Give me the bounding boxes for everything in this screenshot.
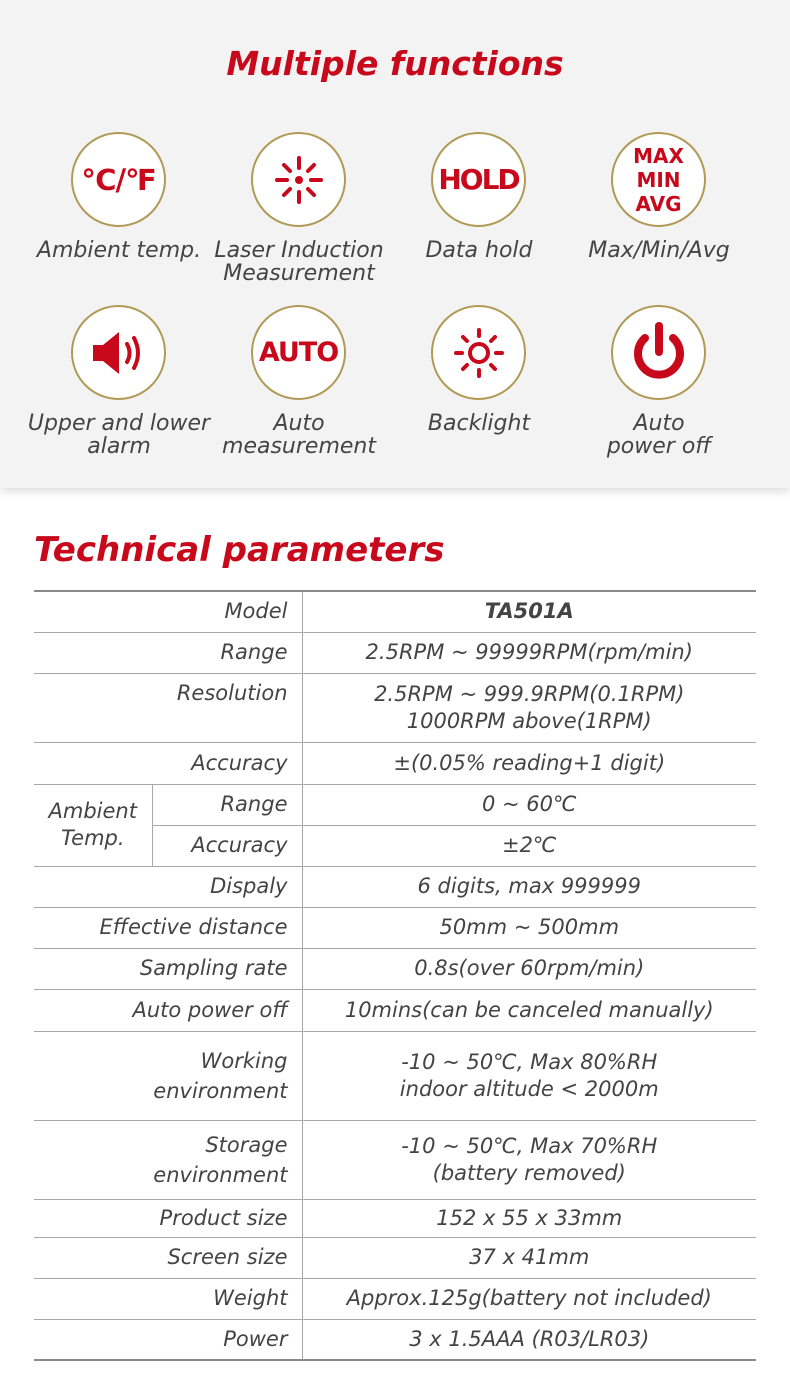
table-row (34, 907, 756, 948)
param-value: -10 ~ 50℃, Max 70%RH (battery removed) (302, 1120, 756, 1199)
feature-data-hold (384, 132, 574, 292)
param-value: 2.5RPM ~ 99999RPM(rpm/min) (302, 632, 756, 673)
table-row (34, 673, 756, 742)
feature-ambient-temp (24, 132, 214, 292)
param-value: 0 ~ 60℃ (302, 784, 756, 825)
param-value: TA501A (302, 591, 756, 632)
param-label: Power (34, 1319, 302, 1360)
param-value: 152 x 55 x 33mm (302, 1199, 756, 1237)
feature-label: Max/Min/Avg (588, 238, 730, 263)
table-row (34, 784, 756, 825)
param-value: 10mins(can be canceled manually) (302, 989, 756, 1031)
feature-label: Auto measurement (222, 411, 376, 459)
param-value: Approx.125g(battery not included) (302, 1278, 756, 1319)
table-row (34, 1120, 756, 1199)
param-value: 50mm ~ 500mm (302, 907, 756, 948)
param-label: Weight (34, 1278, 302, 1319)
table-row (34, 591, 756, 632)
param-label: Accuracy (34, 742, 302, 784)
feature-auto-measurement (204, 305, 394, 465)
feature-label: Data hold (425, 238, 533, 263)
param-label: Dispaly (34, 866, 302, 907)
param-value: 3 x 1.5AAA (R03/LR03) (302, 1319, 756, 1360)
table-row (34, 1319, 756, 1360)
table-row (34, 866, 756, 907)
param-value: -10 ~ 50℃, Max 80%RH indoor altitude < 2000m (302, 1031, 756, 1120)
param-value: 2.5RPM ~ 999.9RPM(0.1RPM) 1000RPM above(1RPM) (302, 673, 756, 742)
feature-alarm (24, 305, 214, 465)
params-table (34, 590, 756, 1361)
table-row (34, 632, 756, 673)
param-label: Storage environment (34, 1120, 302, 1199)
auto-icon: AUTO (251, 305, 346, 400)
table-row (34, 1278, 756, 1319)
param-label: Working environment (34, 1031, 302, 1120)
param-value: ±2℃ (302, 825, 756, 866)
feature-label: Backlight (427, 411, 531, 436)
param-value: 6 digits, max 999999 (302, 866, 756, 907)
sun-icon (431, 305, 526, 400)
functions-title: Multiple functions (226, 44, 564, 83)
param-label: Resolution (34, 673, 302, 742)
celsius-fahrenheit-icon: ℃/℉ (71, 132, 166, 227)
params-title: Technical parameters (34, 530, 445, 570)
param-value: 0.8s(over 60rpm/min) (302, 948, 756, 989)
param-label: Accuracy (152, 825, 302, 866)
table-row (34, 742, 756, 784)
table-row (34, 1237, 756, 1278)
param-label: Range (34, 632, 302, 673)
param-label: Auto power off (34, 989, 302, 1031)
laser-icon (251, 132, 346, 227)
param-label: Effective distance (34, 907, 302, 948)
param-label: Product size (34, 1199, 302, 1237)
table-row (34, 1031, 756, 1120)
power-icon (611, 305, 706, 400)
param-label: Range (152, 784, 302, 825)
feature-max-min-avg (564, 132, 754, 292)
speaker-icon (71, 305, 166, 400)
feature-label: Auto power off (606, 411, 712, 459)
param-value: 37 x 41mm (302, 1237, 756, 1278)
max-min-avg-icon: MAX MIN AVG (611, 132, 706, 227)
param-label: Model (34, 591, 302, 632)
param-label: Sampling rate (34, 948, 302, 989)
table-row (34, 1199, 756, 1237)
feature-auto-power-off (564, 305, 754, 465)
table-row (34, 948, 756, 989)
feature-backlight (384, 305, 574, 465)
hold-icon: HOLD (431, 132, 526, 227)
ambient-temp-group-label: Ambient Temp. (34, 784, 152, 866)
functions-panel (0, 0, 790, 488)
feature-laser (204, 132, 394, 292)
feature-label: Ambient temp. (36, 238, 202, 263)
feature-label: Laser Induction Measurement (214, 238, 384, 286)
param-label: Screen size (34, 1237, 302, 1278)
table-row (34, 989, 756, 1031)
feature-label: Upper and lower alarm (27, 411, 211, 459)
param-value: ±(0.05% reading+1 digit) (302, 742, 756, 784)
